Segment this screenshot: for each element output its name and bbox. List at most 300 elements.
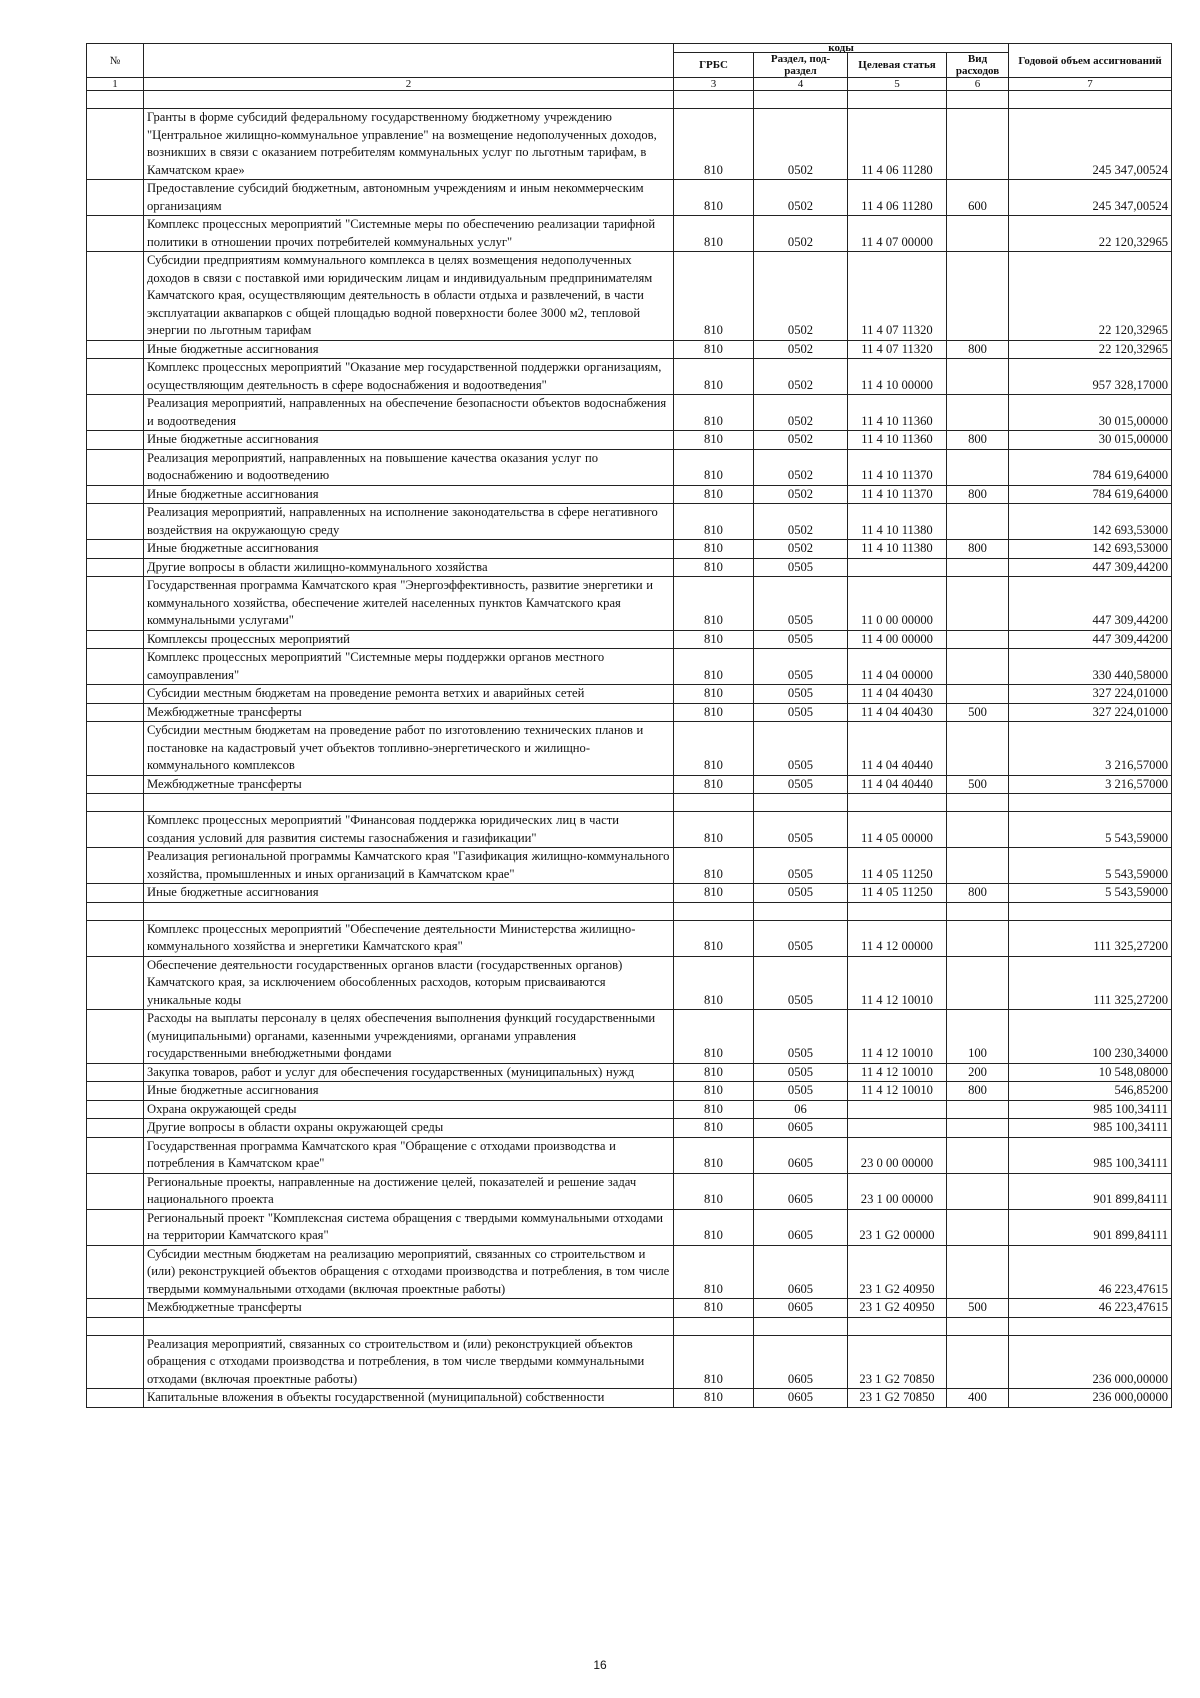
row-section-cell: 0502: [754, 216, 848, 252]
row-exp-cell: [947, 1245, 1009, 1299]
row-num-cell: [87, 1299, 144, 1318]
row-grbs-cell: 810: [674, 649, 754, 685]
spacer-cell: [848, 794, 947, 812]
row-num-cell: [87, 395, 144, 431]
row-num-cell: [87, 920, 144, 956]
row-amount-cell: 985 100,34111: [1009, 1119, 1172, 1138]
table-row: [87, 359, 1172, 395]
row-name-cell: Субсидии местным бюджетам на проведение ремонта ветхих и аварийных сетей: [144, 685, 674, 704]
row-exp-cell: [947, 216, 1009, 252]
row-grbs-cell: 810: [674, 812, 754, 848]
row-section-cell: 0502: [754, 449, 848, 485]
spacer-cell: [947, 1317, 1009, 1335]
row-amount-cell: 236 000,00000: [1009, 1335, 1172, 1389]
row-num-cell: [87, 1209, 144, 1245]
table-row: [87, 630, 1172, 649]
row-num-cell: [87, 1389, 144, 1408]
spacer-cell: [674, 902, 754, 920]
row-grbs-cell: 810: [674, 1100, 754, 1119]
row-target-cell: 11 4 05 11250: [848, 884, 947, 903]
row-name-cell: Реализация региональной программы Камчатского края "Газификация жилищно-коммунального хозяйства, промышленных и иных организаций в Камчатском крае": [144, 848, 674, 884]
row-num-cell: [87, 1100, 144, 1119]
row-num-cell: [87, 109, 144, 180]
row-name-cell: Субсидии местным бюджетам на проведение работ по изготовлению технических планов и постановке на кадастровый учет объектов топливно-энергетического и жилищно-коммунального комплексов: [144, 722, 674, 776]
col-number: 1: [87, 78, 144, 91]
row-target-cell: 11 4 00 00000: [848, 630, 947, 649]
table-row-spacer: [87, 902, 1172, 920]
row-amount-cell: 985 100,34111: [1009, 1137, 1172, 1173]
row-section-cell: 0505: [754, 703, 848, 722]
row-grbs-cell: 810: [674, 956, 754, 1010]
row-section-cell: 0502: [754, 180, 848, 216]
row-amount-cell: 46 223,47615: [1009, 1299, 1172, 1318]
row-num-cell: [87, 252, 144, 341]
row-name-cell: Реализация мероприятий, направленных на исполнение законодательства в сфере негативного воздействия на окружающую среду: [144, 504, 674, 540]
row-num-cell: [87, 1010, 144, 1064]
row-name-cell: Иные бюджетные ассигнования: [144, 340, 674, 359]
row-name-cell: Другие вопросы в области охраны окружающей среды: [144, 1119, 674, 1138]
row-section-cell: 0505: [754, 1063, 848, 1082]
row-grbs-cell: 810: [674, 722, 754, 776]
spacer-cell: [848, 1317, 947, 1335]
row-section-cell: 0502: [754, 109, 848, 180]
row-num-cell: [87, 431, 144, 450]
row-amount-cell: 30 015,00000: [1009, 395, 1172, 431]
spacer-cell: [1009, 794, 1172, 812]
row-section-cell: 0502: [754, 252, 848, 341]
row-num-cell: [87, 340, 144, 359]
spacer-cell: [947, 794, 1009, 812]
row-grbs-cell: 810: [674, 1299, 754, 1318]
row-exp-cell: [947, 1119, 1009, 1138]
row-section-cell: 0605: [754, 1173, 848, 1209]
row-amount-cell: 901 899,84111: [1009, 1173, 1172, 1209]
row-exp-cell: [947, 449, 1009, 485]
row-name-cell: Государственная программа Камчатского края "Энергоэффективность, развитие энергетики и коммунального хозяйства, обеспечение жителей населенных пунктов Камчатского края коммунальными услугами": [144, 577, 674, 631]
row-section-cell: 0605: [754, 1245, 848, 1299]
row-target-cell: 11 4 06 11280: [848, 180, 947, 216]
row-grbs-cell: 810: [674, 449, 754, 485]
row-grbs-cell: 810: [674, 180, 754, 216]
table-row: [87, 1299, 1172, 1318]
row-grbs-cell: 810: [674, 1389, 754, 1408]
spacer-cell: [144, 902, 674, 920]
row-name-cell: Комплекс процессных мероприятий "Системные меры поддержки органов местного самоуправления": [144, 649, 674, 685]
table-row: [87, 1137, 1172, 1173]
row-num-cell: [87, 359, 144, 395]
row-grbs-cell: 810: [674, 485, 754, 504]
row-amount-cell: 784 619,64000: [1009, 485, 1172, 504]
row-target-cell: 11 0 00 00000: [848, 577, 947, 631]
row-section-cell: 0605: [754, 1335, 848, 1389]
row-target-cell: 11 4 10 00000: [848, 359, 947, 395]
row-exp-cell: [947, 1173, 1009, 1209]
row-name-cell: Иные бюджетные ассигнования: [144, 540, 674, 559]
row-target-cell: 11 4 07 11320: [848, 340, 947, 359]
row-exp-cell: [947, 252, 1009, 341]
row-name-cell: Обеспечение деятельности государственных органов власти (государственных органов) Камчатского края, за исключением обособленных расходов, которым присваиваются уникальные коды: [144, 956, 674, 1010]
row-grbs-cell: 810: [674, 685, 754, 704]
col-number: 4: [754, 78, 848, 91]
spacer-cell: [754, 902, 848, 920]
row-target-cell: 23 1 G2 70850: [848, 1335, 947, 1389]
row-amount-cell: 245 347,00524: [1009, 180, 1172, 216]
table-row: [87, 812, 1172, 848]
row-section-cell: 0505: [754, 884, 848, 903]
row-exp-cell: [947, 558, 1009, 577]
row-name-cell: Иные бюджетные ассигнования: [144, 485, 674, 504]
row-name-cell: Региональный проект "Комплексная система обращения с твердыми коммунальными отходами на территории Камчатского края": [144, 1209, 674, 1245]
row-section-cell: 0502: [754, 485, 848, 504]
row-target-cell: 11 4 12 00000: [848, 920, 947, 956]
row-target-cell: 11 4 12 10010: [848, 1063, 947, 1082]
row-target-cell: 11 4 04 40440: [848, 722, 947, 776]
header-codes: коды: [674, 44, 1009, 53]
table-row: [87, 558, 1172, 577]
row-amount-cell: 5 543,59000: [1009, 812, 1172, 848]
table-row: [87, 1119, 1172, 1138]
row-num-cell: [87, 449, 144, 485]
table-row: [87, 395, 1172, 431]
row-amount-cell: 985 100,34111: [1009, 1100, 1172, 1119]
row-exp-cell: [947, 920, 1009, 956]
row-grbs-cell: 810: [674, 1010, 754, 1064]
row-exp-cell: 400: [947, 1389, 1009, 1408]
row-section-cell: 0605: [754, 1209, 848, 1245]
row-name-cell: Охрана окружающей среды: [144, 1100, 674, 1119]
col-number: 7: [1009, 78, 1172, 91]
row-amount-cell: 957 328,17000: [1009, 359, 1172, 395]
spacer-cell: [754, 794, 848, 812]
row-exp-cell: [947, 1100, 1009, 1119]
row-target-cell: 11 4 10 11360: [848, 431, 947, 450]
header-grbs: ГРБС: [674, 53, 754, 78]
row-name-cell: Предоставление субсидий бюджетным, автономным учреждениям и иным некоммерческим организациям: [144, 180, 674, 216]
row-target-cell: 11 4 07 00000: [848, 216, 947, 252]
row-amount-cell: 327 224,01000: [1009, 703, 1172, 722]
row-num-cell: [87, 685, 144, 704]
row-name-cell: Субсидии предприятиям коммунального комплекса в целях возмещения недополученных доходов в связи с поставкой ими юридическим лицам и индивидуальным предпринимателям Камчатского края, осуществляющим деятельность в области отдыха и развлечений, в части эксплуатации аквапарков с общей площадью водной поверхности более 3000 м2, тепловой энергии по льготным тарифам: [144, 252, 674, 341]
row-grbs-cell: 810: [674, 775, 754, 794]
row-exp-cell: [947, 359, 1009, 395]
row-exp-cell: 500: [947, 1299, 1009, 1318]
row-num-cell: [87, 485, 144, 504]
spacer-cell: [848, 902, 947, 920]
row-grbs-cell: 810: [674, 1119, 754, 1138]
spacer-cell: [1009, 902, 1172, 920]
row-exp-cell: [947, 577, 1009, 631]
row-amount-cell: 142 693,53000: [1009, 504, 1172, 540]
row-target-cell: 11 4 04 40430: [848, 703, 947, 722]
row-section-cell: 0605: [754, 1137, 848, 1173]
row-num-cell: [87, 722, 144, 776]
row-exp-cell: [947, 649, 1009, 685]
row-amount-cell: 22 120,32965: [1009, 216, 1172, 252]
row-num-cell: [87, 504, 144, 540]
row-target-cell: [848, 558, 947, 577]
row-name-cell: Межбюджетные трансферты: [144, 1299, 674, 1318]
row-num-cell: [87, 630, 144, 649]
spacer-cell: [947, 91, 1009, 109]
row-section-cell: 0505: [754, 577, 848, 631]
row-amount-cell: 3 216,57000: [1009, 775, 1172, 794]
row-exp-cell: 500: [947, 775, 1009, 794]
row-name-cell: Региональные проекты, направленные на достижение целей, показателей и решение задач национального проекта: [144, 1173, 674, 1209]
row-num-cell: [87, 775, 144, 794]
row-exp-cell: 800: [947, 485, 1009, 504]
row-grbs-cell: 810: [674, 109, 754, 180]
row-exp-cell: [947, 956, 1009, 1010]
row-grbs-cell: 810: [674, 558, 754, 577]
table-row: [87, 1335, 1172, 1389]
row-name-cell: Межбюджетные трансферты: [144, 775, 674, 794]
row-name-cell: Другие вопросы в области жилищно-коммунального хозяйства: [144, 558, 674, 577]
row-exp-cell: [947, 685, 1009, 704]
row-num-cell: [87, 180, 144, 216]
row-exp-cell: [947, 848, 1009, 884]
table-row: [87, 848, 1172, 884]
row-target-cell: 23 0 00 00000: [848, 1137, 947, 1173]
row-grbs-cell: 810: [674, 1173, 754, 1209]
row-exp-cell: [947, 812, 1009, 848]
column-number-row: [87, 78, 1172, 91]
table-row-spacer: [87, 794, 1172, 812]
row-name-cell: Комплекс процессных мероприятий "Оказание мер государственной поддержки организациям, осуществляющим деятельность в сфере водоснабжения и водоотведения": [144, 359, 674, 395]
row-target-cell: 11 4 12 10010: [848, 1010, 947, 1064]
row-amount-cell: 3 216,57000: [1009, 722, 1172, 776]
row-amount-cell: 327 224,01000: [1009, 685, 1172, 704]
table-row: [87, 1245, 1172, 1299]
row-num-cell: [87, 848, 144, 884]
row-num-cell: [87, 649, 144, 685]
table-row: [87, 722, 1172, 776]
row-target-cell: 11 4 10 11380: [848, 504, 947, 540]
row-target-cell: 11 4 12 10010: [848, 956, 947, 1010]
row-amount-cell: 111 325,27200: [1009, 920, 1172, 956]
row-section-cell: 0502: [754, 431, 848, 450]
row-section-cell: 0502: [754, 340, 848, 359]
row-num-cell: [87, 558, 144, 577]
row-num-cell: [87, 1173, 144, 1209]
row-section-cell: 0502: [754, 359, 848, 395]
budget-table: [86, 43, 1172, 1408]
spacer-cell: [848, 91, 947, 109]
table-row: [87, 956, 1172, 1010]
row-name-cell: Комплекс процессных мероприятий "Обеспечение деятельности Министерства жилищно-коммунального хозяйства и энергетики Камчатского края": [144, 920, 674, 956]
table-row: [87, 1010, 1172, 1064]
row-exp-cell: 800: [947, 431, 1009, 450]
row-target-cell: 23 1 G2 40950: [848, 1245, 947, 1299]
row-grbs-cell: 810: [674, 340, 754, 359]
row-exp-cell: [947, 395, 1009, 431]
row-exp-cell: [947, 1137, 1009, 1173]
table-row: [87, 216, 1172, 252]
table-row: [87, 180, 1172, 216]
row-exp-cell: 800: [947, 540, 1009, 559]
row-amount-cell: 245 347,00524: [1009, 109, 1172, 180]
table-row: [87, 340, 1172, 359]
row-section-cell: 0505: [754, 1082, 848, 1101]
spacer-cell: [947, 902, 1009, 920]
table-row: [87, 1209, 1172, 1245]
header-target: Целевая статья: [848, 53, 947, 78]
row-name-cell: Закупка товаров, работ и услуг для обеспечения государственных (муниципальных) нужд: [144, 1063, 674, 1082]
row-exp-cell: 600: [947, 180, 1009, 216]
page-number: 16: [593, 1658, 607, 1672]
row-amount-cell: 447 309,44200: [1009, 577, 1172, 631]
spacer-cell: [87, 1317, 144, 1335]
row-target-cell: 11 4 10 11370: [848, 449, 947, 485]
row-exp-cell: 800: [947, 340, 1009, 359]
row-target-cell: 11 4 12 10010: [848, 1082, 947, 1101]
row-grbs-cell: 810: [674, 920, 754, 956]
row-amount-cell: 330 440,58000: [1009, 649, 1172, 685]
row-name-cell: Комплекс процессных мероприятий "Системные меры по обеспечению реализации тарифной политики в отношении прочих потребителей коммунальных услуг": [144, 216, 674, 252]
header-annual: Годовой объем ассигнований: [1009, 44, 1172, 78]
row-section-cell: 0505: [754, 558, 848, 577]
row-name-cell: Комплексы процессных мероприятий: [144, 630, 674, 649]
table-row-spacer: [87, 91, 1172, 109]
row-name-cell: Реализация мероприятий, направленных на повышение качества оказания услуг по водоснабжению и водоотведению: [144, 449, 674, 485]
spacer-cell: [87, 902, 144, 920]
table-row: [87, 431, 1172, 450]
table-row: [87, 775, 1172, 794]
row-name-cell: Иные бюджетные ассигнования: [144, 431, 674, 450]
table-row: [87, 1389, 1172, 1408]
row-exp-cell: [947, 1209, 1009, 1245]
row-num-cell: [87, 1082, 144, 1101]
row-target-cell: [848, 1100, 947, 1119]
row-section-cell: 0502: [754, 395, 848, 431]
row-grbs-cell: 810: [674, 630, 754, 649]
row-grbs-cell: 810: [674, 359, 754, 395]
table-row: [87, 485, 1172, 504]
row-grbs-cell: 810: [674, 1209, 754, 1245]
row-exp-cell: [947, 109, 1009, 180]
row-target-cell: 11 4 04 40440: [848, 775, 947, 794]
row-grbs-cell: 810: [674, 1063, 754, 1082]
row-grbs-cell: 810: [674, 540, 754, 559]
row-grbs-cell: 810: [674, 1245, 754, 1299]
row-amount-cell: 546,85200: [1009, 1082, 1172, 1101]
row-section-cell: 06: [754, 1100, 848, 1119]
row-grbs-cell: 810: [674, 884, 754, 903]
row-section-cell: 0505: [754, 649, 848, 685]
row-grbs-cell: 810: [674, 216, 754, 252]
table-row: [87, 504, 1172, 540]
row-num-cell: [87, 1245, 144, 1299]
spacer-cell: [1009, 1317, 1172, 1335]
row-target-cell: 23 1 G2 40950: [848, 1299, 947, 1318]
row-exp-cell: [947, 504, 1009, 540]
row-amount-cell: 5 543,59000: [1009, 848, 1172, 884]
row-name-cell: Иные бюджетные ассигнования: [144, 1082, 674, 1101]
row-exp-cell: 200: [947, 1063, 1009, 1082]
row-target-cell: 11 4 07 11320: [848, 252, 947, 341]
row-target-cell: 11 4 10 11380: [848, 540, 947, 559]
row-amount-cell: 447 309,44200: [1009, 630, 1172, 649]
table-row: [87, 449, 1172, 485]
row-num-cell: [87, 884, 144, 903]
row-target-cell: 11 4 05 00000: [848, 812, 947, 848]
table-row: [87, 252, 1172, 341]
col-number: 3: [674, 78, 754, 91]
table-body: [87, 91, 1172, 1408]
row-amount-cell: 142 693,53000: [1009, 540, 1172, 559]
row-amount-cell: 111 325,27200: [1009, 956, 1172, 1010]
row-exp-cell: 800: [947, 1082, 1009, 1101]
spacer-cell: [144, 794, 674, 812]
row-grbs-cell: 810: [674, 1137, 754, 1173]
row-name-cell: Реализация мероприятий, связанных со строительством и (или) реконструкцией объектов обращения с отходами производства и потребления, в том числе твердыми коммунальными отходами (включая проектные работы): [144, 1335, 674, 1389]
row-name-cell: Межбюджетные трансферты: [144, 703, 674, 722]
row-num-cell: [87, 540, 144, 559]
row-num-cell: [87, 216, 144, 252]
row-target-cell: 11 4 10 11360: [848, 395, 947, 431]
row-exp-cell: [947, 722, 1009, 776]
row-amount-cell: 236 000,00000: [1009, 1389, 1172, 1408]
table-row: [87, 540, 1172, 559]
spacer-cell: [754, 1317, 848, 1335]
col-number: 5: [848, 78, 947, 91]
row-num-cell: [87, 1119, 144, 1138]
row-grbs-cell: 810: [674, 431, 754, 450]
row-section-cell: 0605: [754, 1119, 848, 1138]
row-grbs-cell: 810: [674, 395, 754, 431]
row-section-cell: 0505: [754, 685, 848, 704]
row-name-cell: Комплекс процессных мероприятий "Финансовая поддержка юридических лиц в части создания условий для развития системы газоснабжения и газификации": [144, 812, 674, 848]
row-num-cell: [87, 1063, 144, 1082]
spacer-cell: [87, 91, 144, 109]
row-target-cell: 11 4 06 11280: [848, 109, 947, 180]
row-section-cell: 0605: [754, 1299, 848, 1318]
row-amount-cell: 10 548,08000: [1009, 1063, 1172, 1082]
row-grbs-cell: 810: [674, 252, 754, 341]
row-grbs-cell: 810: [674, 1335, 754, 1389]
row-section-cell: 0605: [754, 1389, 848, 1408]
spacer-cell: [1009, 91, 1172, 109]
row-name-cell: Государственная программа Камчатского края "Обращение с отходами производства и потребления в Камчатском крае": [144, 1137, 674, 1173]
table-header: [87, 44, 1172, 91]
table-row: [87, 1100, 1172, 1119]
row-grbs-cell: 810: [674, 703, 754, 722]
row-num-cell: [87, 1335, 144, 1389]
row-section-cell: 0505: [754, 848, 848, 884]
row-target-cell: 11 4 10 11370: [848, 485, 947, 504]
row-exp-cell: 100: [947, 1010, 1009, 1064]
row-amount-cell: 46 223,47615: [1009, 1245, 1172, 1299]
row-amount-cell: 5 543,59000: [1009, 884, 1172, 903]
header-section: Раздел, под-раздел: [754, 53, 848, 78]
header-exp-type: Вид расходов: [947, 53, 1009, 78]
row-grbs-cell: 810: [674, 848, 754, 884]
row-num-cell: [87, 956, 144, 1010]
row-name-cell: Субсидии местным бюджетам на реализацию мероприятий, связанных со строительством и (или) реконструкцией объектов обращения с отходами производства и потребления, в том числе твердыми коммунальными отходами (включая проектные работы): [144, 1245, 674, 1299]
row-num-cell: [87, 1137, 144, 1173]
spacer-cell: [674, 794, 754, 812]
spacer-cell: [674, 1317, 754, 1335]
table-row: [87, 884, 1172, 903]
row-amount-cell: 22 120,32965: [1009, 340, 1172, 359]
row-name-cell: Гранты в форме субсидий федеральному государственному бюджетному учреждению "Центральное жилищно-коммунальное управление" на возмещение недополученных доходов, возникших в связи с оказанием потребителям коммунальных услуг по льготным тарифам, в Камчатском крае»: [144, 109, 674, 180]
header-name: [144, 44, 674, 78]
row-target-cell: 11 4 05 11250: [848, 848, 947, 884]
row-section-cell: 0505: [754, 1010, 848, 1064]
row-name-cell: Иные бюджетные ассигнования: [144, 884, 674, 903]
spacer-cell: [87, 794, 144, 812]
row-section-cell: 0502: [754, 504, 848, 540]
row-section-cell: 0505: [754, 812, 848, 848]
